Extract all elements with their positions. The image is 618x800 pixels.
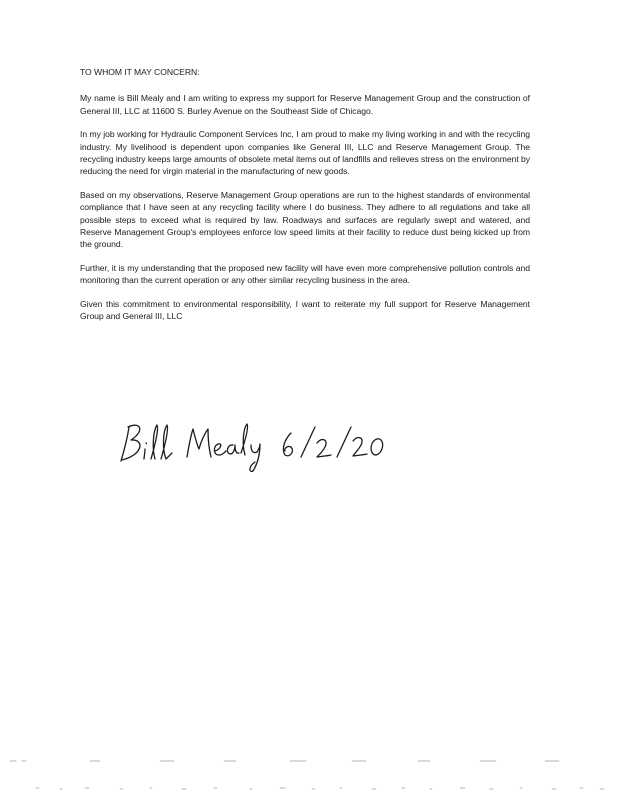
scan-artifacts (0, 748, 618, 800)
handwritten-signature (115, 415, 395, 475)
paragraph-intro: My name is Bill Mealy and I am writing to express my support for Reserve Management Group and the construction of General III, LLC at 11600 S. Burley Avenue on the Southeast Side of Chicago. (80, 93, 530, 116)
paragraph-job: In my job working for Hydraulic Component Services Inc, I am proud to make my living working in and with the recycling industry. My livelihood is dependent upon companies like General III, LLC and Reserve Management Group. The recycling industry keeps large amounts of obsolete metal items out of landfills and relieves stress on the environment by reducing the need for virgin material in the manufacturing of new goods. (80, 129, 530, 177)
paragraph-further: Further, it is my understanding that the proposed new facility will have even more comprehensive pollution controls and monitoring than the current operation or any other similar recycling business in the area. (80, 262, 530, 286)
paragraph-observations: Based on my observations, Reserve Management Group operations are run to the highest standards of environmental compliance that I have seen at any recycling facility where I do business. They adhere to all regulations and take all possible steps to exceed what is required by law. Roadways and surfaces are regularly swept and watered, and Reserve Management Group's employees enforce low speed limits at their facility to reduce dust being kicked up from the ground. (80, 189, 530, 250)
letter-body (80, 66, 530, 334)
paragraph-closing: Given this commitment to environmental responsibility, I want to reiterate my full support for Reserve Management Group and General III, LLC (80, 298, 530, 322)
salutation: TO WHOM IT MAY CONCERN: (80, 67, 200, 77)
